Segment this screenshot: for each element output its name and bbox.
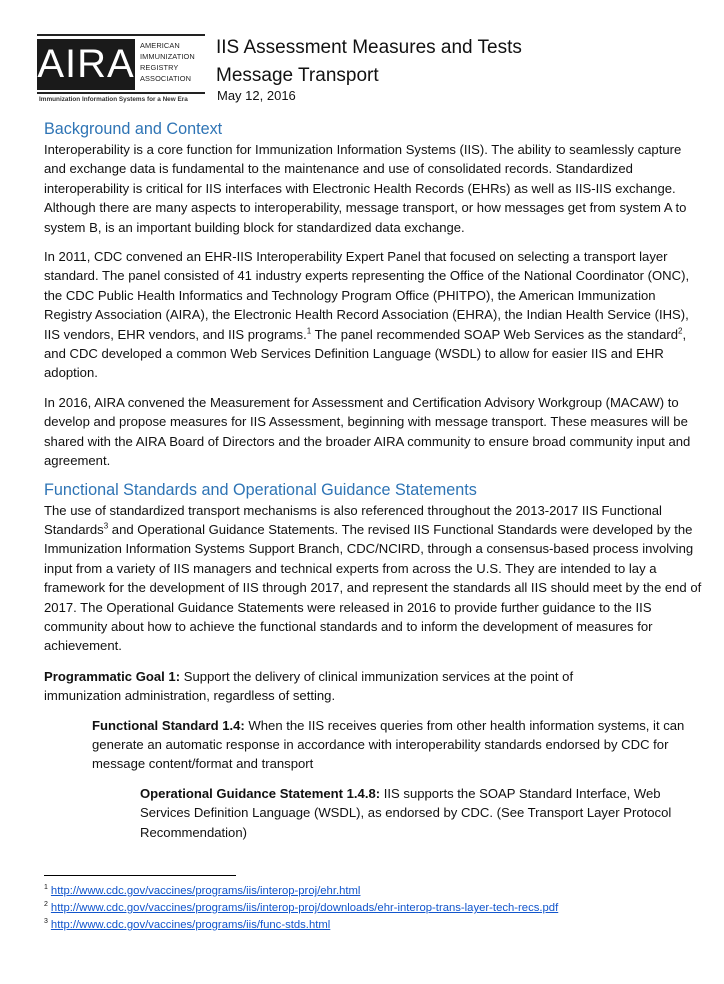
logo-rule-bottom	[37, 92, 205, 94]
footnotes	[44, 883, 558, 934]
guidance-text: IIS supports the SOAP Standard Interface, Web Services Definition Language (WSDL), as endorsed by CDC. (See Transport Layer Protocol Recommendation)	[140, 785, 672, 840]
footnote-ref-2[interactable]: 2	[678, 326, 683, 336]
paragraph-background-3: In 2016, AIRA convened the Measurement for Assessment and Certification Advisory Workgroup (MACAW) to develop and propose measures for IIS Assessment, beginning with message transport. These measures will be shared with the AIRA Board of Directors and the broader AIRA community to ensure broad community input and agreement.	[44, 394, 691, 469]
heading-background: Background and Context	[44, 120, 223, 138]
text-run: In 2011, CDC convened an EHR-IIS Interoperability Expert Panel that focused on selecting a transport layer standard. The panel consisted of 41 industry experts representing the Office of the National Coordinator (ONC), the CDC Public Health Informatics and Technology Program Office (PHITPO), the American Immunization Registry Association (AIRA), the Electronic Health Record Association (EHRA), the Indian Health Service (IHS), IIS vendors, EHR vendors, and IIS programs.	[44, 249, 690, 342]
logo-org-line: REGISTRY	[140, 63, 179, 72]
footnote-2	[44, 900, 558, 917]
programmatic-goal	[44, 667, 604, 706]
footnote-ref-1[interactable]: 1	[306, 326, 312, 336]
functional-standard	[92, 716, 704, 774]
footnote-number: 2	[44, 901, 48, 909]
paragraph-functional-1	[44, 501, 704, 656]
logo-org-line: ASSOCIATION	[140, 74, 192, 83]
footnote-ref-3[interactable]: 3	[103, 521, 109, 531]
logo-mark: AIRA	[37, 39, 135, 90]
footnote-link-1[interactable]: http://www.cdc.gov/vaccines/programs/iis/interop-proj/ehr.html	[50, 885, 361, 897]
footnote-3	[44, 917, 558, 934]
text-run: The use of standardized transport mechanisms is also referenced throughout the 2013-2017 IIS Functional Standards	[44, 502, 662, 537]
logo-org-line: AMERICAN	[140, 41, 180, 50]
aira-logo	[37, 34, 207, 106]
text-run: and Operational Guidance Statements. The revised IIS Functional Standards were developed by the Immunization Information Systems Support Branch, CDC/NCIRD, through a consensus-based process involving input from a variety of IIS managers and technical experts from across the U.S. They are intended to lay a framework for the development of IIS through 2017, and represent the standards all IIS should meet by the end of 2017. The Operational Guidance Statements were released in 2016 to provide further guidance to the IIS community about how to achieve the functional standards and to inform the development of measures for achievement.	[44, 521, 702, 654]
document-date: May 12, 2016	[217, 88, 296, 103]
footnote-number: 1	[44, 884, 48, 892]
title-line-1: IIS Assessment Measures and Tests	[216, 37, 522, 58]
logo-org-line: IMMUNIZATION	[140, 52, 195, 61]
goal-text: Support the delivery of clinical immunization services at the point of immunization administration, regardless of setting.	[44, 668, 574, 704]
footnote-separator	[44, 875, 236, 876]
footnote-1	[44, 883, 558, 900]
text-run: The panel recommended SOAP Web Services as the standard	[311, 326, 679, 342]
standard-text: When the IIS receives queries from other health information systems, it can generate an automatic response in accordance with interoperability standards endorsed by CDC for message content/format and transport	[92, 717, 685, 772]
logo-tagline: Immunization Information Systems for a New Era	[39, 96, 188, 103]
footnote-number: 3	[44, 918, 48, 926]
logo-rule-top	[37, 34, 205, 36]
logo-org-name	[140, 40, 210, 84]
goal-label: Programmatic Goal 1:	[44, 668, 181, 684]
footnote-link-2[interactable]: http://www.cdc.gov/vaccines/programs/iis/interop-proj/downloads/ehr-interop-trans-layer-tech-recs.pdf	[50, 902, 559, 914]
paragraph-background-1: Interoperability is a core function for Immunization Information Systems (IIS). The ability to seamlessly capture and exchange data is fundamental to the maintenance and use of consolidated records. Standardized interoperability is critical for IIS interfaces with Electronic Health Records (EHRs) as well as IIS-IIS exchange. Although there are many aspects to interoperability, message transport, or how messages get from system A to system B, is an important building block for standardized data exchange.	[44, 142, 687, 235]
standard-label: Functional Standard 1.4:	[92, 717, 245, 733]
document-title	[216, 34, 522, 90]
paragraph-background-2	[44, 247, 704, 383]
guidance-label: Operational Guidance Statement 1.4.8:	[140, 785, 381, 801]
title-line-2: Message Transport	[216, 65, 379, 86]
footnote-link-3[interactable]: http://www.cdc.gov/vaccines/programs/iis/func-stds.html	[50, 919, 331, 931]
document-body	[44, 118, 704, 852]
text-run: , and CDC developed a common Web Services Definition Language (WSDL) to allow for easier IIS and EHR adoption.	[44, 326, 687, 381]
operational-guidance-statement	[140, 784, 680, 842]
heading-functional-standards: Functional Standards and Operational Guidance Statements	[44, 480, 477, 499]
